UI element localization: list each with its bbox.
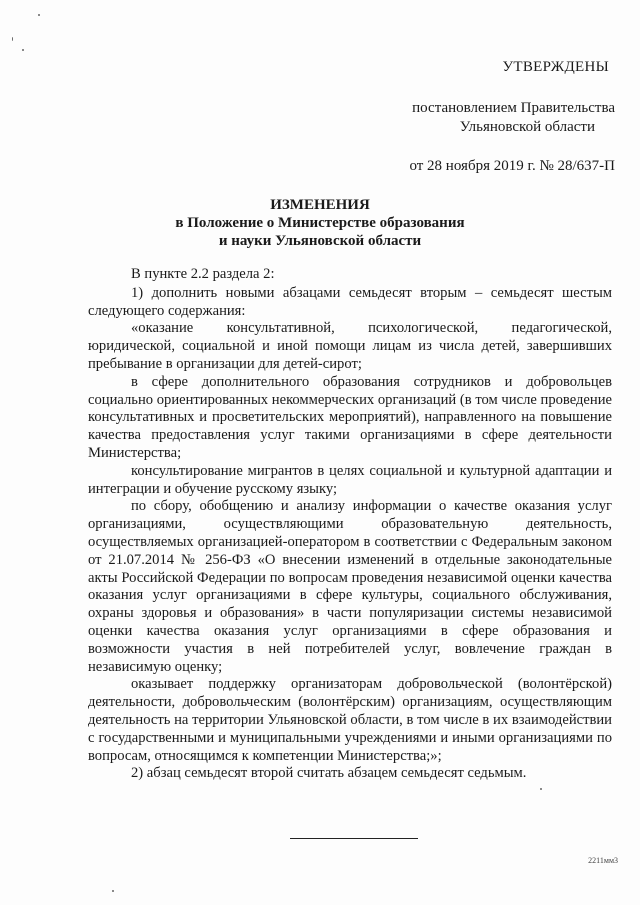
approval-by: постановлением Правительства	[412, 100, 615, 116]
scan-speck	[540, 788, 542, 790]
closing-rule	[290, 838, 418, 839]
paragraph: 2) абзац семьдесят второй считать абзацем семьдесят седьмым.	[131, 765, 527, 782]
scan-speck	[112, 890, 114, 892]
paragraph: консультирование мигрантов в целях социальной и культурной адаптации и интеграции и обучение русскому языку;	[88, 462, 612, 497]
scan-speck	[12, 37, 13, 41]
approval-government: Ульяновской области	[459, 119, 595, 135]
approval-title: УТВЕРЖДЕНЫ	[502, 59, 609, 75]
document-code: 2211мм3	[588, 856, 618, 865]
approval-block	[375, 58, 615, 176]
approval-date: от 28 ноября 2019 г. № 28/637-П	[409, 158, 615, 174]
paragraph: оказывает поддержку организаторам добровольческой (волонтёрской) деятельности, добровольческим (волонтёрским) организациям, осуществляющим деятельность на территории Ульяновской области, в том числе в их взаимодействии с государственными и муниципальными учреждениями и иными организациями по вопросам, относящимся к компетенции Министерства;»;	[88, 676, 612, 764]
paragraph: 1) дополнить новыми абзацами семьдесят вторым – семьдесят шестым следующего содержания:	[88, 284, 612, 319]
document-body	[88, 266, 612, 783]
paragraph: в сфере дополнительного образования сотрудников и добровольцев социально ориентированных некоммерческих организаций (в том числе проведение консультативных и просветительских мероприятий), направленного на повышение качества предоставления услуг такими организациями в сфере деятельности Министерства;	[88, 373, 612, 461]
paragraph: В пункте 2.2 раздела 2:	[131, 266, 275, 282]
document-heading	[150, 196, 490, 250]
scan-speck	[22, 49, 24, 51]
paragraph: «оказание консультативной, психологической, педагогической, юридической, социальной и иной помощи лицам из числа детей, завершивших пребывание в организации для детей-сирот;	[88, 320, 612, 372]
heading-title: ИЗМЕНЕНИЯ	[270, 197, 370, 213]
paragraph: по сбору, обобщению и анализу информации о качестве оказания услуг организациями, осуществляющими образовательную деятельность, осуществляемых организацией-оператором в соответствии с Федеральным законом от 21.07.2014 № 256-ФЗ «О внесении изменений в отдельные законодательные акты Российской Федерации по вопросам проведения независимой оценки качества оказания услуг организациями в сфере культуры, социального обслуживания, охраны здоровья и образования» в части популяризации системы независимой оценки качества оказания услуг организациями в сфере образования и возможности участия в ней потребителей услуг, вовлечение граждан в независимую оценку;	[88, 498, 612, 675]
scan-speck	[38, 14, 40, 16]
heading-subtitle-line2: и науки Ульяновской области	[218, 233, 422, 249]
heading-subtitle-line1: в Положение о Министерстве образования	[175, 215, 465, 231]
